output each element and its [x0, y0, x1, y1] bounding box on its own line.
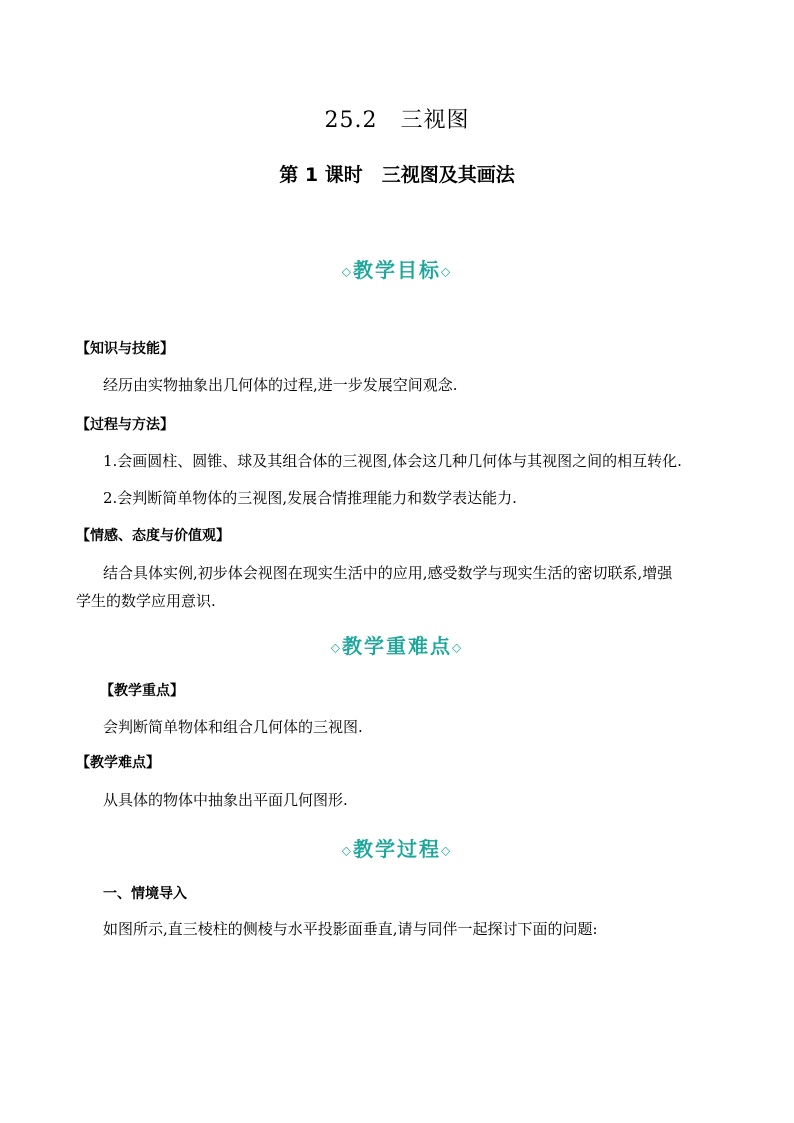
- intro-text: 如图所示,直三棱柱的侧棱与水平投影面垂直,请与同伴一起探讨下面的问题:: [103, 920, 598, 938]
- section-heading-objectives: [0, 254, 794, 283]
- document-subtitle: 第 1 课时 三视图及其画法: [279, 164, 515, 186]
- diamond-icon: ◇: [452, 640, 464, 655]
- diamond-icon: ◇: [441, 264, 453, 279]
- process-method-label: 【过程与方法】: [76, 417, 174, 433]
- difficulty-label: 【教学难点】: [76, 755, 160, 771]
- knowledge-text: 经历由实物抽象出几何体的过程,进一步发展空间观念.: [103, 376, 458, 394]
- focus-text: 会判断简单物体和组合几何体的三视图.: [103, 718, 363, 736]
- attitude-text-line-2: 学生的数学应用意识.: [76, 592, 216, 610]
- process-method-item-1: 1.会画圆柱、圆锥、球及其组合体的三视图,体会这几种几何体与其视图之间的相互转化.: [103, 452, 682, 470]
- focus-label: 【教学重点】: [100, 683, 184, 699]
- diamond-icon: ◇: [341, 264, 353, 279]
- diamond-icon: ◇: [441, 843, 453, 858]
- process-method-item-2: 2.会判断简单物体的三视图,发展合情推理能力和数学表达能力.: [103, 489, 517, 507]
- diamond-icon: ◇: [341, 843, 353, 858]
- attitude-label: 【情感、态度与价值观】: [76, 528, 230, 544]
- section-heading-label: 教学目标: [353, 258, 441, 282]
- difficulty-text: 从具体的物体中抽象出平面几何图形.: [103, 791, 348, 809]
- section-heading-label: 教学重难点: [342, 634, 452, 658]
- knowledge-label: 【知识与技能】: [76, 341, 174, 357]
- section-heading-label: 教学过程: [353, 837, 441, 861]
- intro-label: 一、情境导入: [103, 886, 187, 902]
- diamond-icon: ◇: [330, 640, 342, 655]
- attitude-text-line-1: 结合具体实例,初步体会视图在现实生活中的应用,感受数学与现实生活的密切联系,增强: [103, 564, 673, 582]
- section-heading-process: [0, 833, 794, 862]
- document-title: 25.2 三视图: [324, 108, 470, 133]
- section-heading-key-points: [0, 630, 794, 659]
